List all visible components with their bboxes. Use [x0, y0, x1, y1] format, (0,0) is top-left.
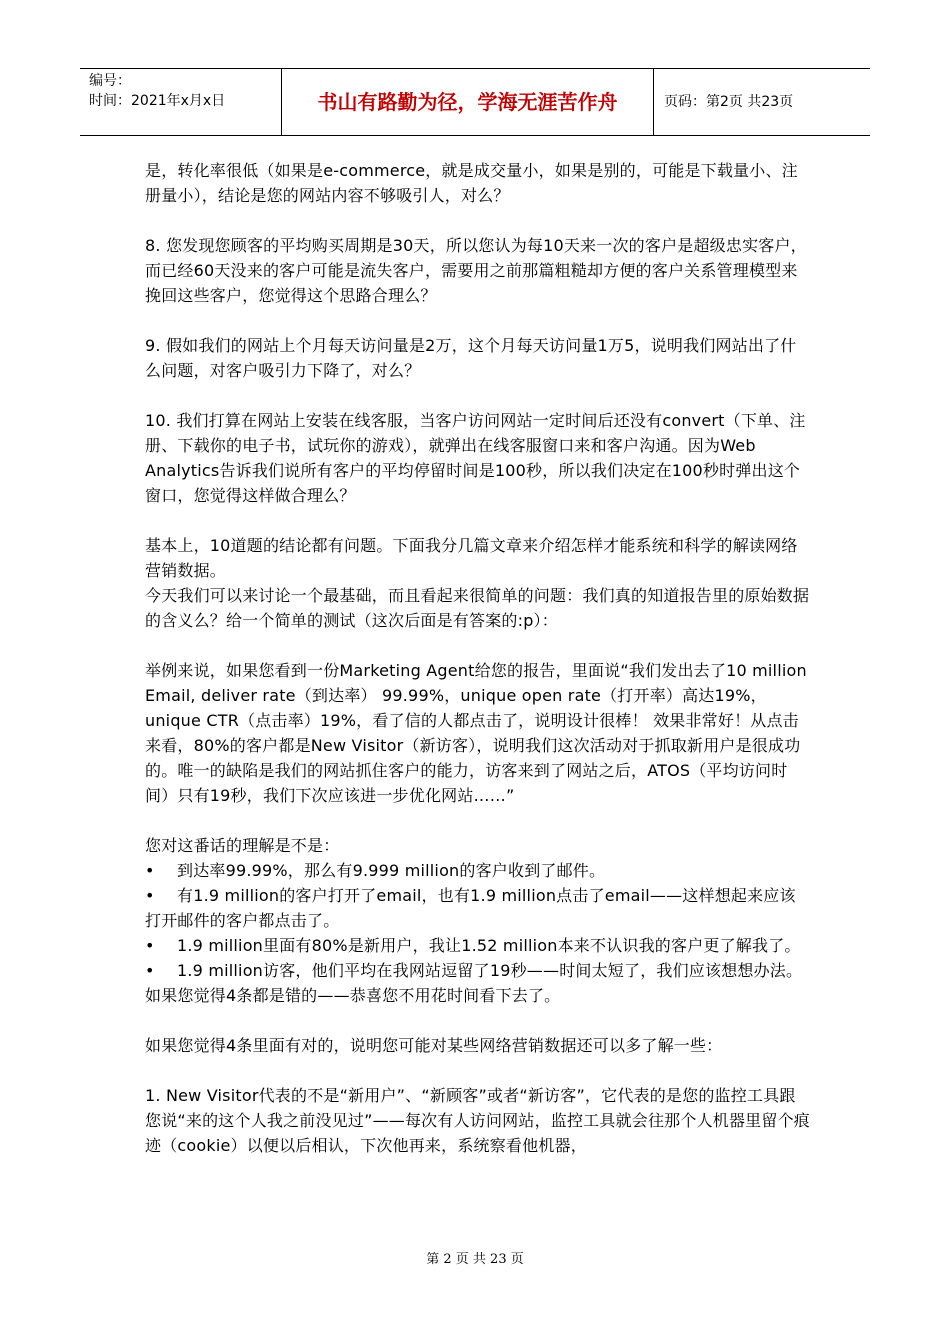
bullet-icon: •	[145, 886, 155, 905]
question-9: 9. 假如我们的网站上个月每天访问量是2万，这个月每天访问量1万5，说明我们网站出了什么问题，对客户吸引力下降了，对么？	[145, 336, 797, 380]
paragraph-continuation: 是，转化率很低（如果是e-commerce，就是成交量小，如果是别的，可能是下载量小、注册量小），结论是您的网站内容不够吸引人，对么？	[145, 161, 798, 205]
page-header	[80, 68, 870, 136]
topic-paragraph: 今天我们可以来讨论一个最基础，而且看起来很简单的问题：我们真的知道报告里的原始数据的含义么？给一个简单的测试（这次后面是有答案的:p）：	[145, 586, 810, 630]
bullet-icon: •	[145, 861, 155, 880]
document-body	[145, 158, 810, 1158]
followup-paragraph: 如果您觉得4条里面有对的，说明您可能对某些网络营销数据还可以多了解一些：	[145, 1036, 723, 1055]
bullet-icon: •	[145, 936, 155, 955]
list-item: • 1.9 million访客，他们平均在我网站逗留了19秒——时间太短了，我们应该想想办法。	[145, 958, 810, 983]
question-8: 8. 您发现您顾客的平均购买周期是30天，所以您认为每10天来一次的客户是超级忠实客户，而已经60天没来的客户可能是流失客户，需要用之前那篇粗糙却方便的客户关系管理模型来挽回这些客户，您觉得这个思路合理么？	[145, 236, 807, 305]
answer-1: 1. New Visitor代表的不是“新用户”、“新顾客”或者“新访客”，它代表的是您的监控工具跟您说“来的这个人我之前没见过”——每次有人访问网站，监控工具就会往那个人机器里留个痕迹（cookie）以便以后相认，下次他再来，系统察看他机器，	[145, 1086, 810, 1155]
header-meta	[80, 69, 282, 135]
list-item: • 到达率99.99%，那么有9.999 million的客户收到了邮件。	[145, 858, 810, 883]
page-footer: 第 2 页 共 23 页	[426, 1252, 524, 1267]
question-paragraph: 您对这番话的理解是不是：	[145, 836, 340, 855]
list-item: • 1.9 million里面有80%是新用户，我让1.52 million本来不认识我的客户更了解我了。	[145, 933, 810, 958]
summary-paragraph: 基本上，10道题的结论都有问题。下面我分几篇文章来介绍怎样才能系统和科学的解读网络营销数据。	[145, 536, 798, 580]
question-10: 10. 我们打算在网站上安装在线客服，当客户访问网站一定时间后还没有convert（下单、注册、下载你的电子书，试玩你的游戏），就弹出在线客服窗口来和客户沟通。因为Web Analytics告诉我们说所有客户的平均停留时间是100秒，所以我们决定在100秒时弹出这个窗口，您觉得这样做合理么？	[145, 411, 806, 505]
bullet-icon: •	[145, 961, 155, 980]
document-date-label: 时间：2021年x月x日	[89, 93, 226, 109]
example-paragraph: 举例来说，如果您看到一份Marketing Agent给您的报告，里面说“我们发出去了10 million Email, deliver rate（到达率） 99.99%，unique open rate（打开率）高达19%，unique CTR（点击率）19%，看了信的人都点击了，说明设计很棒！ 效果非常好！从点击来看，80%的客户都是New Visitor（新访客），说明我们这次活动对于抓取新用户是很成功的。唯一的缺陷是我们的网站抓住客户的能力，访客来到了网站之后，ATOS（平均访问时间）只有19秒，我们下次应该进一步优化网站……”	[145, 661, 807, 805]
conclusion-paragraph: 如果您觉得4条都是错的——恭喜您不用花时间看下去了。	[145, 986, 561, 1005]
header-motto: 书山有路勤为径，学海无涯苦作舟	[282, 69, 654, 135]
document-number-label: 编号：	[89, 73, 131, 89]
list-item: • 有1.9 million的客户打开了email，也有1.9 million点击了email——这样想起来应该打开邮件的客户都点击了。	[145, 883, 810, 933]
header-page-number: 页码：第2页 共23页	[664, 94, 794, 110]
